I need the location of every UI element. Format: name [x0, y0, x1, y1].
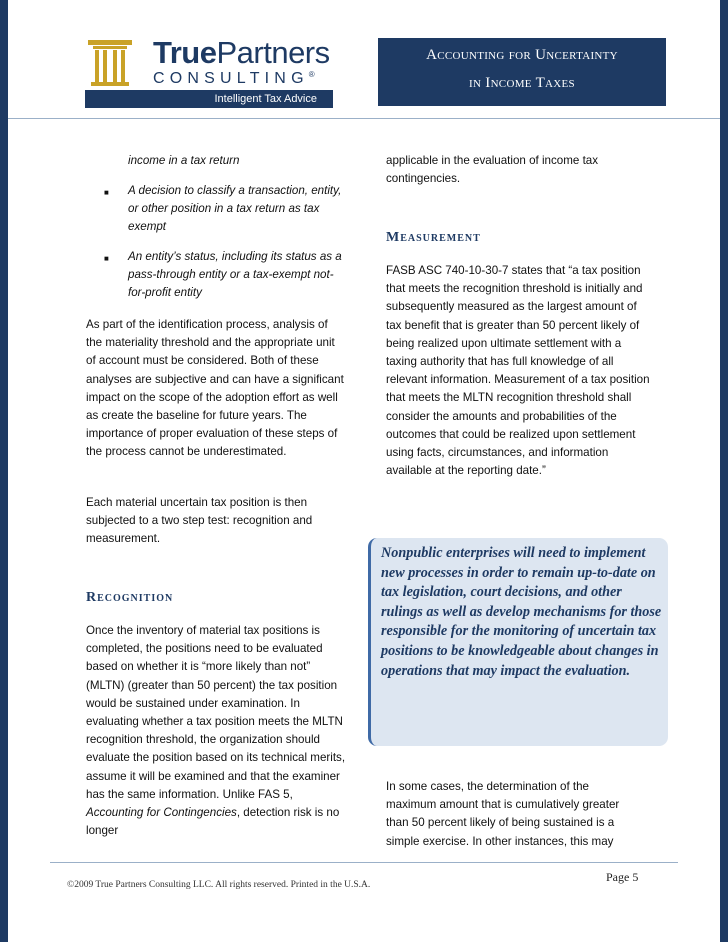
page-number: Page 5	[606, 870, 639, 884]
logo-subtitle: CONSULTING®	[153, 70, 315, 87]
list-item: An entity’s status, including its status as a pass-through entity or a tax-exempt not-for-profit entity	[128, 250, 342, 300]
closing-paragraph: In some cases, the determination of the maximum amount that is cumulatively greater than 50 percent likely of being sustained is a simple exercise. In other instances, this may	[386, 780, 620, 848]
identification-paragraph: As part of the identification process, analysis of the materiality threshold and the appropriate unit of account must be considered. Both of these analyses are subjective and can have a significant impact on the scope of the adoption effort as well as create the baseline for future years. The importance of proper evaluation of these steps of the process cannot be underestimated.	[86, 318, 344, 459]
right-continuation: applicable in the evaluation of income tax contingencies.	[386, 154, 599, 186]
document-title-line2: in Income Taxes	[469, 75, 575, 91]
bullet-icon: ■	[104, 188, 109, 197]
header-divider	[8, 118, 720, 119]
columns-logo-icon	[85, 38, 135, 88]
left-continuation: income in a tax return	[128, 154, 240, 167]
list-item: A decision to classify a transaction, entity, or other position in a tax return as tax exempt	[128, 184, 342, 234]
logo-tagline: Intelligent Tax Advice	[85, 90, 333, 108]
document-title-line1: Accounting for Uncertainty	[426, 47, 618, 63]
two-step-paragraph: Each material uncertain tax position is then subjected to a two step test: recognition and measurement.	[86, 496, 313, 546]
company-logo	[85, 35, 333, 110]
right-border-bar	[720, 0, 728, 942]
measurement-heading: Measurement	[386, 230, 481, 245]
pull-quote-text: Nonpublic enterprises will need to implement new processes in order to remain up-to-date on tax legislation, court decisions, and other rulings as well as develop mechanisms for those responsible for the monitoring of uncertain tax positions to be knowledgeable about changes in operations that may impact the evaluation.	[381, 545, 662, 679]
footer-divider	[50, 862, 678, 863]
document-title-box	[378, 38, 666, 106]
left-border-bar	[0, 0, 8, 942]
recognition-heading: Recognition	[86, 590, 174, 605]
copyright-footer: ©2009 True Partners Consulting LLC. All rights reserved. Printed in the U.S.A.	[67, 880, 371, 890]
measurement-paragraph: FASB ASC 740-10-30-7 states that “a tax position that meets the recognition threshold is initially and subsequently measured as the largest amount of tax benefit that is greater than 50 percent likely of being realized upon ultimate settlement with a taxing authority that has full knowledge of all relevant information. Measurement of a tax position that meets the MLTN recognition threshold shall consider the amounts and probabilities of the outcomes that could be realized upon settlement using facts, circumstances, and information available at the reporting date.”	[386, 264, 650, 478]
pull-quote-callout	[368, 538, 668, 746]
recognition-paragraph: Once the inventory of material tax positions is completed, the positions need to be evaluated based on whether it is “more likely than not” (MLTN) (greater than 50 percent) the tax position would be sustained under examination. In evaluating whether a tax position meets the MLTN recognition threshold, the organization should evaluate the position based on its technical merits, assume it will be examined and that the examiner has the same information. Unlike FAS 5, Accounting for Contingencies, detection risk is no longer	[86, 624, 346, 838]
logo-wordmark: TruePartners	[153, 35, 330, 70]
bullet-icon: ■	[104, 254, 109, 263]
